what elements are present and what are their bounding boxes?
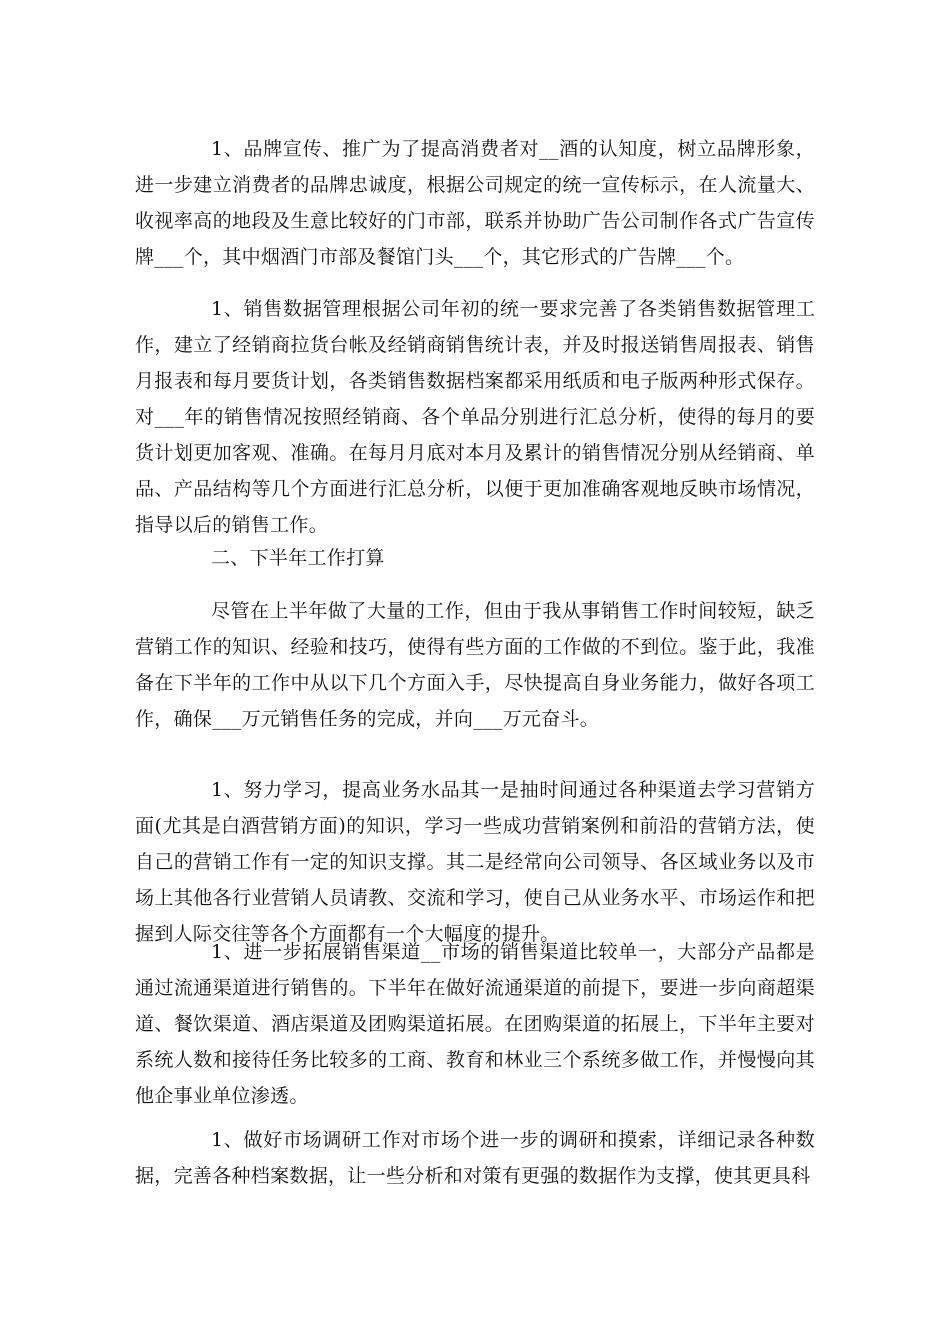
section-heading-second-half-plan: 二、下半年工作打算: [211, 547, 385, 569]
paragraph-sales-data-management: 1、销售数据管理根据公司年初的统一要求完善了各类销售数据管理工作，建立了经销商拉货台帐及经销商销售统计表，并及时报送销售周报表、销售月报表和每月要货计划，各类销售数据档案都采用纸质和电子版两种形式保存。对___年的销售情况按照经销商、各个单品分别进行汇总分析，使得的每月的要货计划更加客观、准确。在每月月底对本月及累计的销售情况分别从经销商、单品、产品结构等几个方面进行汇总分析，以便于更加准确客观地反映市场情况，指导以后的销售工作。: [135, 298, 815, 536]
paragraph-expand-channels: 1、进一步拓展销售渠道__市场的销售渠道比较单一，大部分产品都是通过流通渠道进行销售的。下半年在做好流通渠道的前提下，要进一步向商超渠道、餐饮渠道、酒店渠道及团购渠道拓展。在团购渠道的拓展上，下半年主要对系统人数和接待任务比较多的工商、教育和林业三个系统多做工作，并慢慢向其他企事业单位渗透。: [135, 941, 815, 1107]
paragraph-second-half-intro: 尽管在上半年做了大量的工作，但由于我从事销售工作时间较短，缺乏营销工作的知识、经验和技巧，使得有些方面的工作做的不到位。鉴于此，我准备在下半年的工作中从以下几个方面入手，尽快提高自身业务能力，做好各项工作，确保___万元销售任务的完成，并向___万元奋斗。: [135, 600, 815, 730]
paragraph-market-research: 1、做好市场调研工作对市场个进一步的调研和摸索，详细记录各种数据，完善各种档案数据，让一些分析和对策有更强的数据作为支撑，使其更具科: [135, 1129, 815, 1187]
paragraph-study-improve: 1、努力学习，提高业务水品其一是抽时间通过各种渠道去学习营销方面(尤其是白酒营销方面)的知识，学习一些成功营销案例和前沿的营销方法，使自己的营销工作有一定的知识支撑。其二是经常向公司领导、各区域业务以及市场上其他各行业营销人员请教、交流和学习，使自己从业务水平、市场运作和把握到人际交往等各个方面都有一个大幅度的提升。: [135, 779, 815, 945]
paragraph-brand-promotion: 1、品牌宣传、推广为了提高消费者对__酒的认知度，树立品牌形象，进一步建立消费者的品牌忠诚度，根据公司规定的统一宣传标示，在人流量大、收视率高的地段及生意比较好的门市部，联系并协助广告公司制作各式广告宣传牌___个，其中烟酒门市部及餐馆门头___个，其它形式的广告牌___个。: [135, 138, 815, 268]
